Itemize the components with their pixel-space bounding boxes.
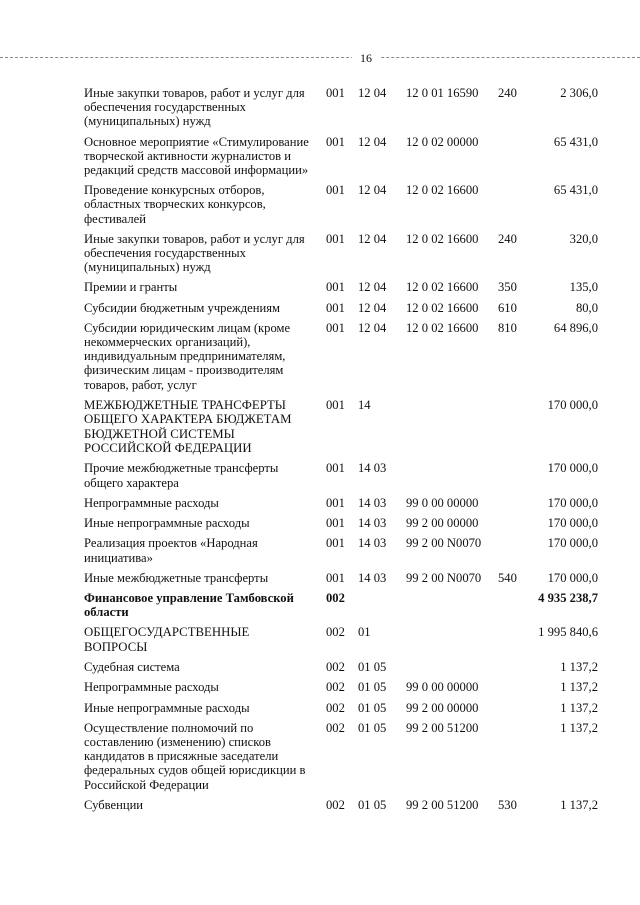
department-code: 001: [326, 516, 345, 531]
target-article-code: 12 0 02 16600: [406, 280, 479, 295]
row-name: Субвенции: [84, 797, 144, 812]
department-code: 001: [326, 320, 345, 335]
amount: 135,0: [569, 280, 598, 295]
amount: 170 000,0: [547, 516, 598, 531]
section-code: 12 04: [358, 183, 387, 198]
amount: 1 137,2: [560, 797, 598, 812]
row-name: Иные непрограммные расходы: [84, 700, 250, 715]
amount: 170 000,0: [547, 397, 598, 412]
department-code: 002: [326, 625, 345, 640]
row-name: Осуществление полномочий по составлению (изменению) списков кандидатов в присяжные заседатели федеральных судов общей юрисдикции в Российской Федерации: [84, 720, 306, 792]
row-name: Иные непрограммные расходы: [84, 516, 250, 531]
target-article-code: 99 0 00 00000: [406, 495, 479, 510]
section-code: 14 03: [358, 536, 387, 551]
target-article-code: 99 2 00 N0070: [406, 536, 482, 551]
page-number: 16: [352, 51, 380, 65]
row-name: Финансовое управление Тамбовской области: [84, 590, 294, 620]
table-row: [84, 135, 604, 178]
amount: 2 306,0: [560, 86, 598, 100]
row-name: Иные межбюджетные трансферты: [84, 570, 269, 585]
row-name: МЕЖБЮДЖЕТНЫЕ ТРАНСФЕРТЫ ОБЩЕГО ХАРАКТЕРА БЮДЖЕТАМ БЮДЖЕТНОЙ СИСТЕМЫ РОССИЙСКОЙ ФЕДЕРАЦИИ: [84, 397, 292, 456]
table-row: [84, 183, 604, 226]
department-code: 002: [326, 700, 345, 715]
amount: 170 000,0: [547, 536, 598, 551]
expense-type-code: 240: [498, 86, 517, 100]
table-row: [84, 461, 604, 489]
target-article-code: 99 2 00 N0070: [406, 570, 482, 585]
target-article-code: 99 0 00 00000: [406, 680, 479, 695]
department-code: 001: [326, 280, 345, 295]
amount: 1 137,2: [560, 680, 598, 695]
amount: 170 000,0: [547, 461, 598, 476]
row-name: Непрограммные расходы: [84, 495, 219, 510]
department-code: 001: [326, 183, 345, 198]
amount: 65 431,0: [553, 134, 598, 149]
table-row: [84, 625, 604, 654]
department-code: 002: [326, 680, 345, 695]
department-code: 001: [326, 461, 345, 476]
section-code: 12 04: [358, 86, 387, 100]
expense-type-code: 610: [498, 300, 517, 315]
row-name: Иные закупки товаров, работ и услуг для обеспечения государственных (муниципальных) нужд: [84, 231, 305, 275]
department-code: 001: [326, 536, 345, 551]
amount: 65 431,0: [553, 183, 598, 198]
table-row: [84, 86, 604, 129]
section-code: 14 03: [358, 461, 387, 476]
amount: 1 137,2: [560, 660, 598, 675]
table-row: [84, 321, 604, 392]
department-code: 002: [326, 797, 345, 812]
section-code: 12 04: [358, 134, 387, 149]
amount: 1 137,2: [560, 700, 598, 715]
department-code: 002: [326, 720, 345, 735]
table-row: [84, 232, 604, 275]
budget-table: [84, 86, 604, 818]
expense-type-code: 810: [498, 320, 517, 335]
row-name: Премии и гранты: [84, 280, 178, 295]
row-name: Проведение конкурсных отборов, областных творческих конкурсов, фестивалей: [84, 183, 266, 226]
amount: 80,0: [575, 300, 598, 315]
amount: 320,0: [569, 231, 598, 246]
amount: 170 000,0: [547, 570, 598, 585]
section-code: 01: [358, 625, 371, 640]
table-row: [84, 536, 604, 564]
amount: 64 896,0: [553, 320, 598, 335]
table-row: [84, 721, 604, 792]
target-article-code: 99 2 00 00000: [406, 700, 479, 715]
section-code: 01 05: [358, 700, 387, 715]
row-name: Субсидии юридическим лицам (кроме некоммерческих организаций), индивидуальным предпринимателям, физическим лицам - производителям товаров, работ, услуг: [84, 320, 291, 392]
table-row: [84, 280, 604, 294]
section-code: 14 03: [358, 516, 387, 531]
table-row: [84, 496, 604, 510]
section-code: 01 05: [358, 660, 387, 675]
row-name: Судебная система: [84, 660, 180, 675]
table-row: [84, 571, 604, 585]
expense-type-code: 530: [498, 797, 517, 812]
row-name: Непрограммные расходы: [84, 680, 219, 695]
target-article-code: 12 0 01 16590: [406, 86, 479, 100]
row-name: Прочие межбюджетные трансферты общего характера: [84, 461, 279, 490]
expense-type-code: 540: [498, 570, 517, 585]
department-code: 001: [326, 300, 345, 315]
target-article-code: 12 0 02 00000: [406, 134, 479, 149]
target-article-code: 99 2 00 51200: [406, 720, 479, 735]
table-row: [84, 301, 604, 315]
table-row: [84, 798, 604, 812]
table-row: [84, 701, 604, 715]
department-code: 001: [326, 134, 345, 149]
expense-type-code: 240: [498, 231, 517, 246]
section-code: 14: [358, 397, 371, 412]
target-article-code: 99 2 00 00000: [406, 516, 479, 531]
section-code: 01 05: [358, 720, 387, 735]
row-name: Субсидии бюджетным учреждениям: [84, 300, 280, 315]
row-name: Иные закупки товаров, работ и услуг для обеспечения государственных (муниципальных) нужд: [84, 86, 305, 129]
section-code: 12 04: [358, 300, 387, 315]
table-row: [84, 398, 604, 456]
table-row: [84, 660, 604, 674]
expense-type-code: 350: [498, 280, 517, 295]
section-code: 01 05: [358, 680, 387, 695]
department-code: 001: [326, 397, 345, 412]
section-code: 01 05: [358, 797, 387, 812]
section-code: 14 03: [358, 570, 387, 585]
target-article-code: 12 0 02 16600: [406, 183, 479, 198]
row-name: Реализация проектов «Народная инициатива»: [84, 536, 258, 565]
department-code: 001: [326, 86, 345, 100]
department-code: 002: [326, 660, 345, 675]
section-code: 12 04: [358, 280, 387, 295]
department-code: 001: [326, 231, 345, 246]
department-code: 001: [326, 570, 345, 585]
amount: 1 137,2: [560, 720, 598, 735]
section-code: 12 04: [358, 320, 387, 335]
table-row: [84, 516, 604, 530]
page-separator-line: [0, 57, 640, 58]
amount: 170 000,0: [547, 495, 598, 510]
row-name: Основное мероприятие «Стимулирование творческой активности журналистов и редакций средств массовой информации»: [84, 134, 309, 178]
row-name: ОБЩЕГОСУДАРСТВЕННЫЕ ВОПРОСЫ: [84, 625, 250, 654]
target-article-code: 99 2 00 51200: [406, 797, 479, 812]
amount: 1 995 840,6: [538, 625, 598, 640]
target-article-code: 12 0 02 16600: [406, 300, 479, 315]
target-article-code: 12 0 02 16600: [406, 320, 479, 335]
table-row: [84, 591, 604, 619]
table-row: [84, 680, 604, 694]
section-code: 12 04: [358, 231, 387, 246]
amount: 4 935 238,7: [538, 590, 598, 605]
department-code: 001: [326, 495, 345, 510]
target-article-code: 12 0 02 16600: [406, 231, 479, 246]
department-code: 002: [326, 590, 345, 605]
section-code: 14 03: [358, 495, 387, 510]
